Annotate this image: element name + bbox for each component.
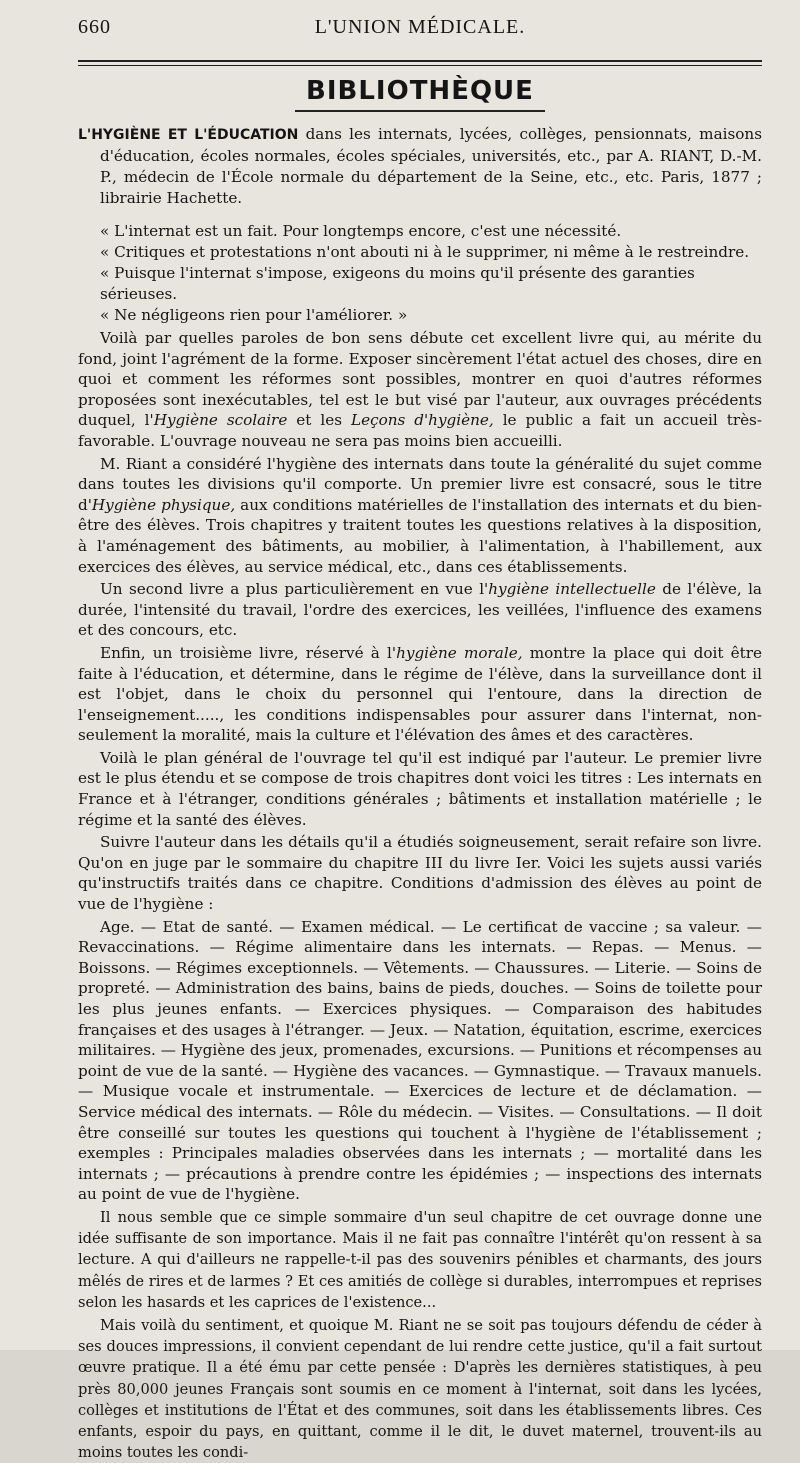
text-run: Enfin, un troisième livre, réservé à l' (100, 643, 397, 662)
paragraph-chapter-topics: Age. — Etat de santé. — Examen médical. — Le certificat de vaccine ; sa valeur. — Revaccinations. — Régime alimentaire dans les internats. — Repas. — Menus. — Boissons. — Régimes exceptionnels. — Vêtements. — Chaussures. — Literie. — Soins de propreté. — Administration des bains, bains de pieds, douches. — Soins de toilette pour les plus jeunes enfants. — Exercices physiques. — Comparaison des habitudes françaises et des usages à l'étranger. — Jeux. — Natation, équitation, escrime, exercices militaires. — Hygiène des jeux, promenades, excursions. — Punitions et récompenses au point de vue de la santé. — Hygiène des vacances. — Gymnastique. — Travaux manuels. — Musique vocale et instrumentale. — Exercices de lecture et de déclamation. — Service médical des internats. — Rôle du médecin. — Visites. — Consultations. — Il doit être conseillé sur toutes les questions qui touchent à l'hygiène de l'établissement ; exemples : Principales maladies observées dans les internats ; — mortalité dans les internats ; — précautions à prendre contre les épidémies ; — inspections des internats au point de vue de l'hygiène. (78, 917, 762, 1204)
paragraph-intro (78, 328, 762, 452)
italic-title: hygiène intellectuelle (488, 580, 656, 599)
book-entry-heading: L'HYGIÈNE ET L'ÉDUCATION (78, 127, 299, 143)
header-rule (78, 60, 762, 66)
quote-line: « Critiques et protestations n'ont abouti ni à le supprimer, ni même à le restreindre. (100, 243, 750, 261)
text-run: le public a fait un accueil très-favorable. L'ouvrage nouveau ne sera pas moins bien accueilli. (78, 411, 762, 450)
section-title-rule (295, 110, 545, 112)
page-number: 660 (78, 16, 111, 38)
book-entry-text: dans les internats, lycées, collèges, pensionnats, maisons d'éducation, écoles normales, écoles spéciales, universités, etc., par A. RIANT, D.-M. P., médecin de l'École normale du département de la Seine, etc., etc. Paris, 1877 ; librairie Hachette. (100, 125, 762, 207)
text-run: Un second livre a plus particulièrement en vue l' (100, 580, 489, 599)
page-header (78, 16, 762, 52)
italic-title: hygiène morale, (396, 643, 523, 662)
text-run: montre la place qui doit être faite à l'éducation, et détermine, dans le régime de l'élève, dans la surveillance dont il est l'objet, dans le choix du personnel qui l'entoure, dans la direction de l'enseignement....., les conditions indispensables pour assurer dans l'internat, non-seulement la moralité, mais la culture et l'élévation des âmes et des caractères. (78, 643, 762, 745)
quote-line: « Ne négligeons rien pour l'améliorer. » (100, 306, 408, 324)
italic-title: Hygiène physique, (91, 495, 236, 514)
book-entry (78, 124, 762, 209)
text-run: de l'élève, la durée, l'intensité du travail, l'ordre des exercices, les veillées, l'influence des examens et des concours, etc. (78, 580, 762, 640)
paragraph-chapter-summary-intro: Suivre l'auteur dans les détails qu'il a étudiés soigneusement, serait refaire son livre. Qu'on en juge par le sommaire du chapitre III du livre Ier. Voici les sujets aussi variés qu'instructifs traités dans ce chapitre. Conditions d'admission des élèves au point de vue de l'hygiène : (78, 833, 762, 914)
paragraph-importance: Il nous semble que ce simple sommaire d'un seul chapitre de cet ouvrage donne une idée suffisante de son importance. Mais il ne fait pas connaître l'intérêt qu'on ressent à sa lecture. A qui d'ailleurs ne rappelle-t-il pas des souvenirs pénibles et charmants, des jours mêlés de rires et de larmes ? Et ces amitiés de collège si durables, interrompues et reprises selon les hasards et les caprices de l'existence... (78, 1208, 762, 1311)
epigraph-quotes (78, 221, 762, 326)
text-run: Voilà par quelles paroles de bon sens débute cet excellent livre qui, au mérite du fond, joint l'agrément de la forme. Exposer sincèrement l'état actuel des choses, dire en quoi et comment les réformes sont possibles, montrer en quoi d'autres réformes proposées sont inexécutables, tel est le but visé par l'auteur, aux ouvrages précédents duquel, l' (78, 329, 762, 430)
paragraph-sentiment: Mais voilà du sentiment, et quoique M. Riant ne se soit pas toujours défendu de céder à ses douces impressions, il convient cependant de lui rendre cette justice, qu'il a fait surtout œuvre pratique. Il a été ému par cette pensée : D'après les dernières statistiques, à peu près 80,000 jeunes Français sont soumis en ce moment à l'internat, soit dans les lycées, collèges et institutions de l'État et des communes, soit dans les établissements libres. Ces enfants, espoir du pays, en quittant, comme il le dit, le duvet maternel, trouvent-ils au moins toutes les condi- (78, 1316, 762, 1462)
text-run: M. Riant a considéré l'hygiène des internats dans toute la généralité du sujet comme dans toutes les divisions qu'il comporte. Un premier livre est consacré, sous le titre d' (78, 454, 762, 514)
paragraph-plan: Voilà le plan général de l'ouvrage tel qu'il est indiqué par l'auteur. Le premier livre est le plus étendu et se compose de trois chapitres dont voici les titres : Les internats en France et à l'étranger, conditions générales ; bâtiments et installation matérielle ; le régime et la santé des élèves. (78, 748, 762, 829)
paragraph-first-book (78, 454, 762, 578)
text-run: et les (287, 411, 351, 430)
section-title: BIBLIOTHÈQUE (306, 76, 534, 106)
paragraph-third-book (78, 643, 762, 746)
text-run: aux conditions matérielles de l'installation des internats et du bien-être des élèves. Trois chapitres y traitent toutes les questions relatives à la disposition, à l'aménagement des bâtiments, au mobilier, à l'alimentation, à l'habillement, aux exercices des élèves, au service médical, etc., dans ces établissements. (78, 495, 762, 576)
italic-title: Leçons d'hygiène, (351, 411, 494, 430)
quote-line: « L'internat est un fait. Pour longtemps encore, c'est une nécessité. (100, 222, 622, 240)
journal-title: L'UNION MÉDICALE. (314, 16, 526, 38)
paragraph-second-book (78, 579, 762, 641)
quote-line: « Puisque l'internat s'impose, exigeons du moins qu'il présente des garanties sérieuses. (100, 264, 695, 303)
italic-title: Hygiène scolaire (153, 411, 288, 430)
